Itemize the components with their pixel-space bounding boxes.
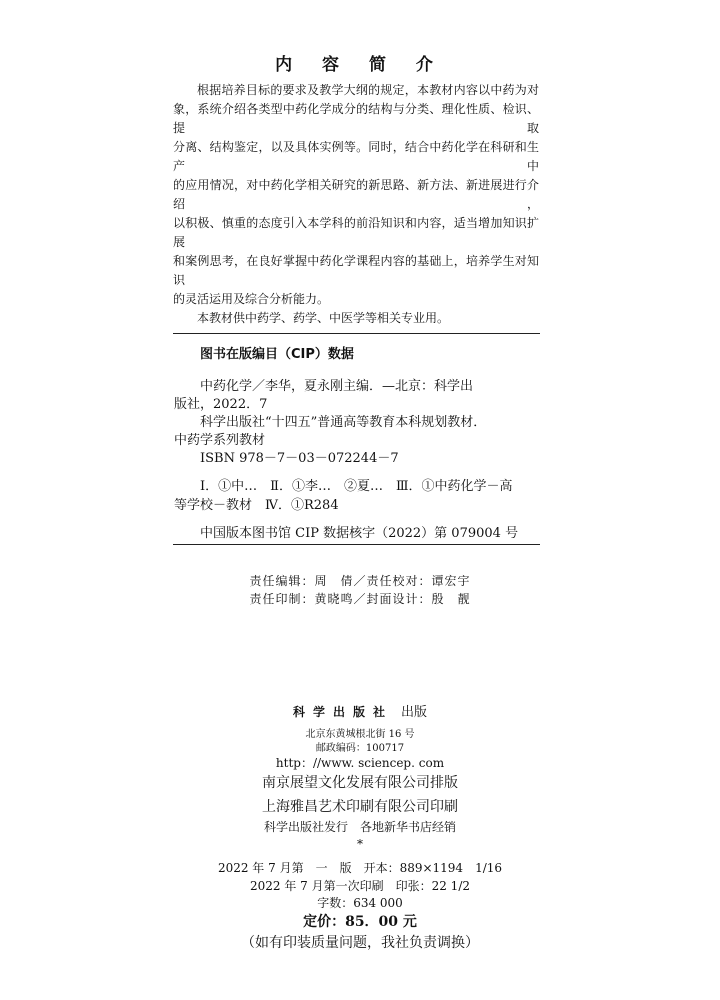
distribution: 科学出版社发行 各地新华书店经销 xyxy=(263,820,456,834)
staff-line: 责任印制：黄晓鸣／封面设计：殷 靓 xyxy=(249,592,471,606)
cip-line: 版社，2022．7 xyxy=(174,397,268,412)
summary-body xyxy=(173,81,539,328)
publisher-url: http：//www. sciencep. com xyxy=(275,756,445,770)
print-line: 2022 年 7 月第一次印刷 印张：22 1/2 xyxy=(249,879,470,893)
publisher-suffix: 出版 xyxy=(401,705,428,720)
summary-line: 以积极、慎重的态度引入本学科的前沿知识和内容，适当增加知识扩展 xyxy=(173,216,539,249)
edition-line: 2022 年 7 月第 一 版 开本：889×1194 1/16 xyxy=(217,861,503,875)
staff-line: 责任编辑：周 倩／责任校对：谭宏宇 xyxy=(249,574,471,588)
publisher-postcode: 邮政编码：100717 xyxy=(315,743,405,754)
summary-line: 的应用情况，对中药化学相关研究的新思路、新方法、新进展进行介绍， xyxy=(173,178,539,211)
cip-line: 等学校－教材 Ⅳ．①R284 xyxy=(174,498,339,513)
publisher-logo: 科学出版社 xyxy=(292,705,393,719)
summary-line: 象，系统介绍各类型中药化学成分的结构与分类、理化性质、检识、提取 xyxy=(173,102,539,135)
summary-title: 内 容 简 介 xyxy=(275,55,445,75)
summary-line: 根据培养目标的要求及教学大纲的规定，本教材内容以中药为对 xyxy=(197,83,539,97)
price: 定价：85．00 元 xyxy=(303,914,417,930)
cip-line: 科学出版社“十四五”普通高等教育本科规划教材． xyxy=(200,415,487,430)
publisher-address: 北京东黄城根北街 16 号 xyxy=(305,729,415,740)
summary-line: 和案例思考，在良好掌握中药化学课程内容的基础上，培养学生对知识 xyxy=(173,254,539,287)
word-count: 字数：634 000 xyxy=(317,896,403,910)
summary-line: 的灵活运用及综合分析能力。 xyxy=(173,292,330,306)
separator-star: * xyxy=(357,837,363,851)
cip-heading: 图书在版编目（CIP）数据 xyxy=(200,347,354,362)
cip-line: 中药化学／李华，夏永刚主编．—北京：科学出 xyxy=(200,379,474,394)
cip-line: 中药学系列教材 xyxy=(174,433,266,448)
typesetter: 南京展望文化发展有限公司排版 xyxy=(262,775,458,791)
cip-top-rule xyxy=(173,333,540,334)
cip-line: Ⅰ．①中… Ⅱ．①李… ②夏… Ⅲ．①中药化学－高 xyxy=(200,479,513,494)
publisher-name xyxy=(0,701,720,720)
cip-bottom-rule xyxy=(173,544,540,545)
summary-line: 分离、结构鉴定，以及具体实例等。同时，结合中药化学在科研和生产中 xyxy=(173,140,539,173)
cip-isbn: ISBN 978－7－03－072244－7 xyxy=(200,451,399,466)
quality-note: （如有印装质量问题，我社负责调换） xyxy=(241,935,479,951)
cip-record-number: 中国版本图书馆 CIP 数据核字（2022）第 079004 号 xyxy=(200,526,519,541)
summary-usage: 本教材供中药学、药学、中医学等相关专业用。 xyxy=(197,311,450,325)
printer: 上海雅昌艺术印刷有限公司印刷 xyxy=(262,799,458,815)
